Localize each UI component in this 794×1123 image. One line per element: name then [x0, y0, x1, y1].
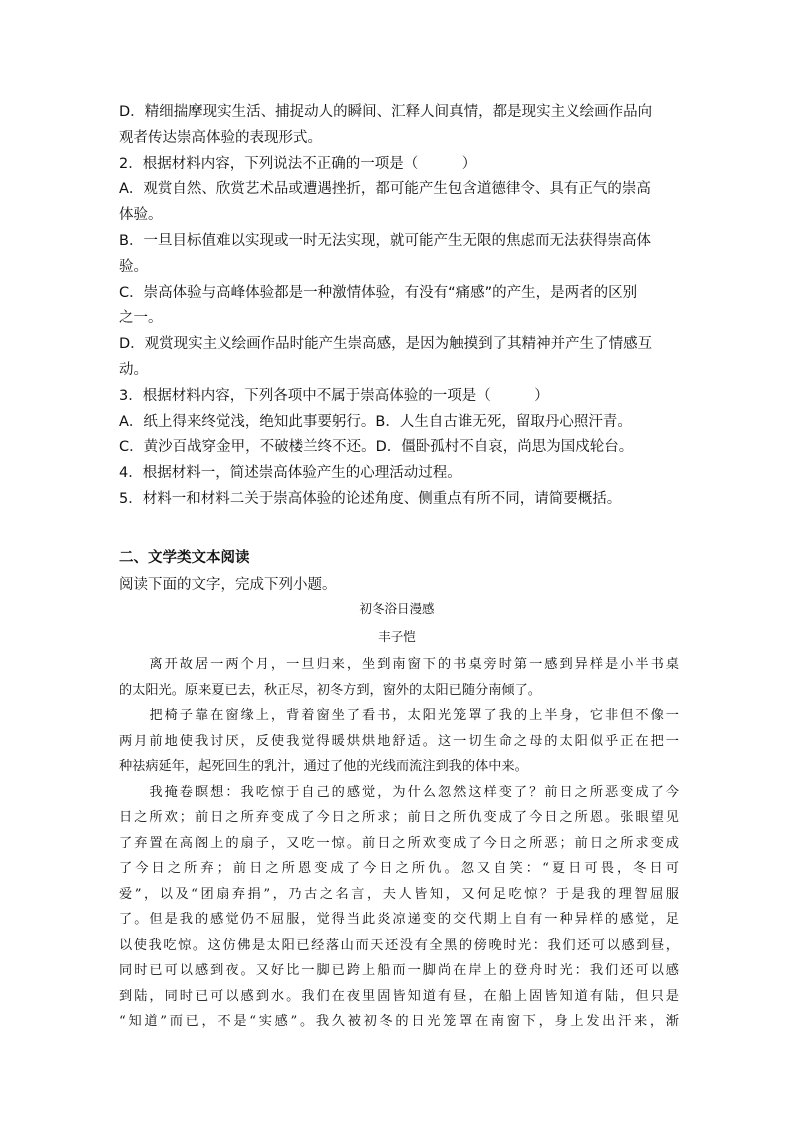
question-2: 2．根据材料内容，下列说法不正确的一项是（ ）	[119, 155, 477, 172]
q2-option-a-line-1: A．观赏自然、欣赏艺术品或遭遇挫折，都可能产生包含道德律令、具有正气的崇高	[119, 181, 651, 198]
article-line: 日之所欢；前日之所弃变成了今日之所求；前日之所仇变成了今日之所恩。张眼望见	[119, 810, 679, 825]
q2-option-d-line-2: 动。	[119, 361, 148, 378]
article-line: 了今日之所弃；前日之所恩变成了今日之所仇。忽又自笑：“夏日可畏，冬日可	[119, 861, 679, 876]
article-line: 以使我吃惊。这仿佛是太阳已经落山而天还没有全黑的傍晚时光：我们还可以感到昼，	[119, 937, 679, 953]
article-line: 同时已可以感到夜。又好比一脚已跨上船而一脚尚在岸上的登舟时光：我们还可以感	[119, 963, 679, 978]
q2-option-b-line-1: B．一旦目标值难以实现或一时无法实现，就可能产生无限的焦虑而无法获得崇高体	[119, 232, 651, 249]
article-line: 种祛病延年，起死回生的乳汁，通过了他的光线而流注到我的体中来。	[119, 759, 528, 774]
q2-option-d-line-1: D．观赏现实主义绘画作品时能产生崇高感，是因为触摸到了其精神并产生了情感互	[119, 336, 653, 353]
article-body	[119, 652, 679, 1035]
q2-option-a-line-2: 体验。	[119, 207, 163, 224]
q2-option-c-line-2: 之一。	[119, 310, 163, 327]
article-line: 把椅子靠在窗缘上，背着窗坐了看书，太阳光笼罩了我的上半身，它非但不像一	[119, 708, 679, 723]
article-line: 离开故居一两个月，一旦归来，坐到南窗下的书桌旁时第一感到异样是小半书桌	[119, 657, 679, 672]
q2-option-b-line-2: 验。	[119, 258, 148, 275]
section-title: 二、文学类文本阅读	[119, 550, 250, 566]
article-line: 我掩卷瞑想：我吃惊于自己的感觉，为什么忽然这样变了？前日之所恶变成了今	[119, 784, 679, 800]
option-d-line-1: D．精细揣摩现实生活、捕捉动人的瞬间、汇释人间真情，都是现实主义绘画作品向	[119, 104, 653, 120]
q3-options-cd: C．黄沙百战穿金甲，不破楼兰终不还。D．僵卧孤村不自哀，尚思为国戍轮台。	[119, 439, 634, 456]
question-block	[119, 100, 679, 513]
question-5: 5．材料一和材料二关于崇高体验的论述角度、侧重点有所不同，请简要概括。	[119, 490, 622, 507]
article-line: “知道”而已，不是“实感”。我久被初冬的日光笼罩在南窗下，身上发出汗来，渐	[119, 1014, 679, 1029]
article-line: 了。但是我的感觉仍不屈服，觉得当此炎凉递变的交代期上自有一种异样的感觉，足	[119, 912, 679, 927]
article-line: 爱”，以及“团扇弃捐”，乃古之名言，夫人皆知，又何足吃惊？于是我的理智屈服	[119, 886, 679, 902]
question-4: 4．根据材料一，简述崇高体验产生的心理活动过程。	[119, 465, 462, 482]
article-line: 两月前地使我讨厌，反使我觉得暖烘烘地舒适。这一切生命之母的太阳似乎正在把一	[119, 733, 679, 749]
article-author: 丰子恺	[378, 629, 416, 644]
article-line: 到陆，同时已可以感到水。我们在夜里固皆知道有昼，在船上固皆知道有陆，但只是	[119, 988, 679, 1004]
article-line: 了弃置在高阁上的扇子，又吃一惊。前日之所欢变成了今日之所恶；前日之所求变成	[119, 835, 679, 851]
article-line: 的太阳光。原来夏已去，秋正尽，初冬方到，窗外的太阳已随分南倾了。	[119, 682, 541, 698]
option-d-line-2: 观者传达崇高体验的表现形式。	[119, 129, 322, 146]
article-title: 初冬浴日漫感	[359, 601, 435, 616]
q2-option-c-line-1: C．崇高体验与高峰体验都是一种激情体验，有没有“痛感”的产生，是两者的区别	[119, 284, 638, 301]
section-instruction: 阅读下面的文字，完成下列小题。	[119, 577, 337, 593]
q3-options-ab: A．纸上得来终觉浅，绝知此事要躬行。B．人生自古谁无死，留取丹心照汗青。	[119, 413, 632, 430]
question-3: 3．根据材料内容，下列各项中不属于崇高体验的一项是（ ）	[119, 387, 549, 404]
